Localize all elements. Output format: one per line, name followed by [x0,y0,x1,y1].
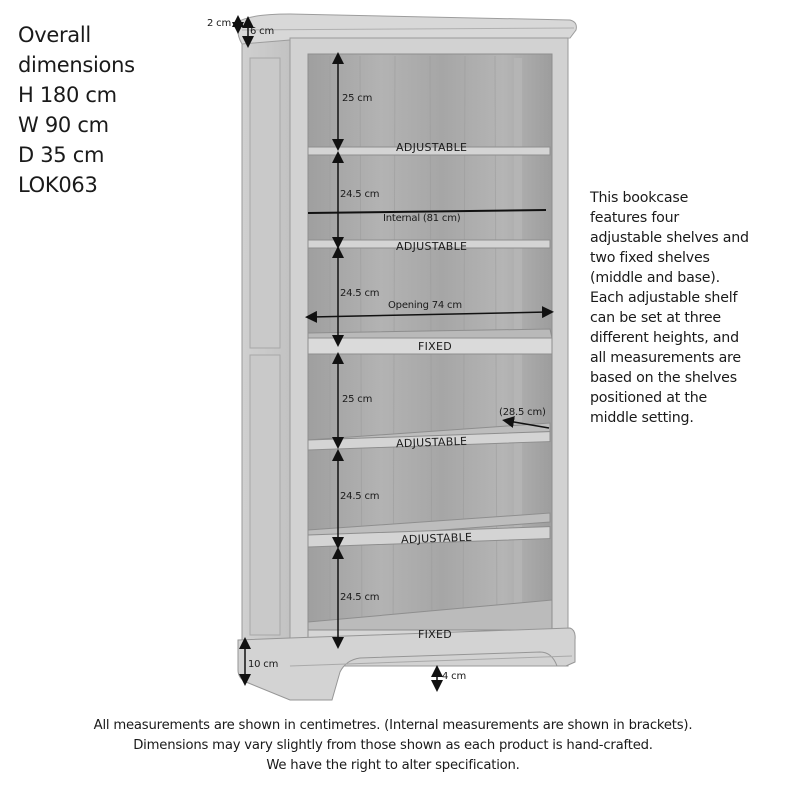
plinth-clearance-label: 4 cm [442,671,466,682]
shelf-label-2: ADJUSTABLE [396,240,468,253]
desc-line: can be set at three [590,310,721,326]
overall-line: dimensions [18,53,135,77]
cornice-height-label: 6 cm [250,26,274,37]
cornice-lip-label: 2 cm [207,18,231,29]
gap5-label: 24.5 cm [340,491,380,502]
shelf-label-3: FIXED [418,340,453,353]
desc-line: two fixed shelves [590,250,710,266]
desc-line: different heights, and [590,330,739,346]
desc-line: adjustable shelves and [590,230,749,246]
width-value: W 90 cm [18,113,109,137]
side-panel [242,38,290,670]
desc-line: based on the shelves [590,370,737,386]
overall-line: Overall [18,23,91,47]
footer-line: All measurements are shown in centimetres. (Internal measurements are shown in brackets). [93,718,693,733]
depth-value: D 35 cm [18,143,105,167]
shelf-label-4: ADJUSTABLE [395,434,468,451]
product-description [590,188,780,428]
gap4-label: 25 cm [342,394,373,405]
footer-line: Dimensions may vary slightly from those shown as each product is hand-crafted. [133,738,653,753]
internal-depth-label: (28.5 cm) [499,407,546,418]
shelf-label-1: ADJUSTABLE [396,141,468,154]
height-value: H 180 cm [18,83,117,107]
gap3-label: 24.5 cm [340,288,380,299]
desc-line: This bookcase [590,190,689,206]
desc-line: Each adjustable shelf [590,290,738,306]
footer-line: We have the right to alter specification. [266,758,520,773]
desc-line: features four [590,210,680,226]
opening-label: Opening 74 cm [388,300,462,311]
desc-line: all measurements are [590,350,741,366]
gap6-label: 24.5 cm [340,592,380,603]
shelf-label-5: ADJUSTABLE [400,530,473,547]
desc-line: positioned at the [590,390,708,406]
desc-line: middle setting. [590,410,694,426]
desc-line: (middle and base). [590,270,720,286]
footer-notes [0,716,786,776]
overall-dimensions [18,20,135,200]
internal-width-label: Internal (81 cm) [383,213,461,224]
product-code: LOK063 [18,173,98,197]
shelf-label-6: FIXED [418,628,453,641]
gap1-label: 25 cm [342,93,373,104]
gap2-label: 24.5 cm [340,189,380,200]
plinth-height-label: 10 cm [248,659,279,670]
